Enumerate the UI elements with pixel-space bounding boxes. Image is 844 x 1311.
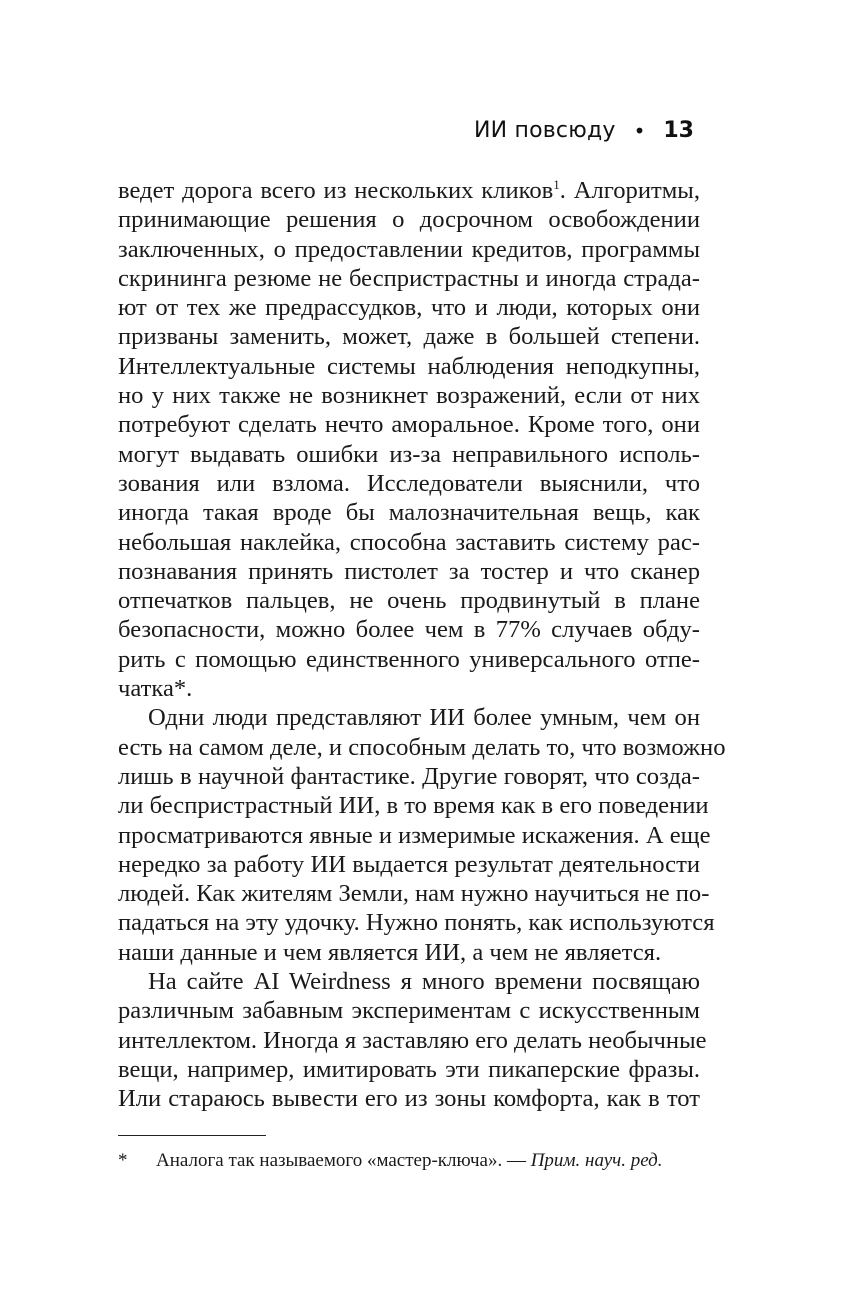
text-line: нередко за работу ИИ выдается результат деятельности [118,850,700,878]
text-line: падаться на эту удочку. Нужно понять, как используются [118,909,715,937]
text-line: На сайте AI Weirdness я много времени посвящаю [148,968,700,996]
text-line: просматриваются явные и измеримые искажения. А еще [118,821,711,849]
footnote-source: Прим. науч. ред. [530,1150,663,1171]
footnote-divider [118,1135,266,1136]
text-line: скрининга резюме не беспристрастны и иногда страда- [118,264,700,292]
text-line: потребуют сделать нечто аморальное. Кроме того, они [118,411,700,439]
text-line: Или стараюсь вывести его из зоны комфорта, как в тот [118,1085,700,1113]
text-line: ют от тех же предрассудков, что и люди, которых они [118,294,700,322]
running-title: ИИ повсюду [474,118,616,143]
text-line: вещи, например, имитировать эти пикаперские фразы. [118,1055,700,1083]
text-line: ведет дорога всего из нескольких кликов$^1$. Алгоритмы, [118,176,700,204]
footnote [118,1150,718,1172]
text-line: заключенных, о предоставлении кредитов, программы [118,235,700,263]
text-line: познавания принять пистолет за тостер и что сканер [118,557,700,585]
text-line: рить с помощью единственного универсального отпе- [118,645,700,673]
footnote-mark: * [118,1150,128,1171]
text-line: но у них также не возникнет возражений, если от них [118,382,700,410]
running-head [474,118,694,143]
text-line: иногда такая вроде бы малозначительная вещь, как [118,499,700,527]
text-line: различным забавным экспериментам с искусственным [118,997,700,1025]
text-line: Интеллектуальные системы наблюдения неподкупны, [118,352,700,380]
text-line: небольшая наклейка, способна заставить систему рас- [118,528,700,556]
text-line: интеллектом. Иногда я заставляю его делать необычные [118,1026,707,1054]
text-line: отпечатков пальцев, не очень продвинутый в плане [118,587,700,615]
note-reference: 1 [553,176,560,192]
text-line: Одни люди представляют ИИ более умным, чем он [148,704,700,732]
text-line: ли беспристрастный ИИ, в то время как в его поведении [118,792,709,820]
separator-bullet: • [633,118,646,143]
text-line: безопасности, можно более чем в 77% случаев обду- [118,616,700,644]
text-line: принимающие решения о досрочном освобождении [118,206,700,234]
page-number: 13 [663,118,694,143]
body-text [118,176,726,1114]
text-line: людей. Как жителям Земли, нам нужно научиться не по- [118,880,710,908]
text-line: лишь в научной фантастике. Другие говорят, что созда- [118,762,700,790]
text-line: зования или взлома. Исследователи выяснили, что [118,469,700,497]
text-line: чатка*. [118,675,193,703]
text-line: есть на самом деле, и способным делать то, что возможно [118,733,726,761]
text-line: могут выдавать ошибки из-за неправильного исполь- [118,440,700,468]
text-line: призваны заменить, может, даже в большей степени. [118,323,700,351]
footnote-text: Аналога так называемого «мастер-ключа». — [156,1150,531,1171]
text-line: наши данные и чем является ИИ, а чем не является. [118,938,662,966]
